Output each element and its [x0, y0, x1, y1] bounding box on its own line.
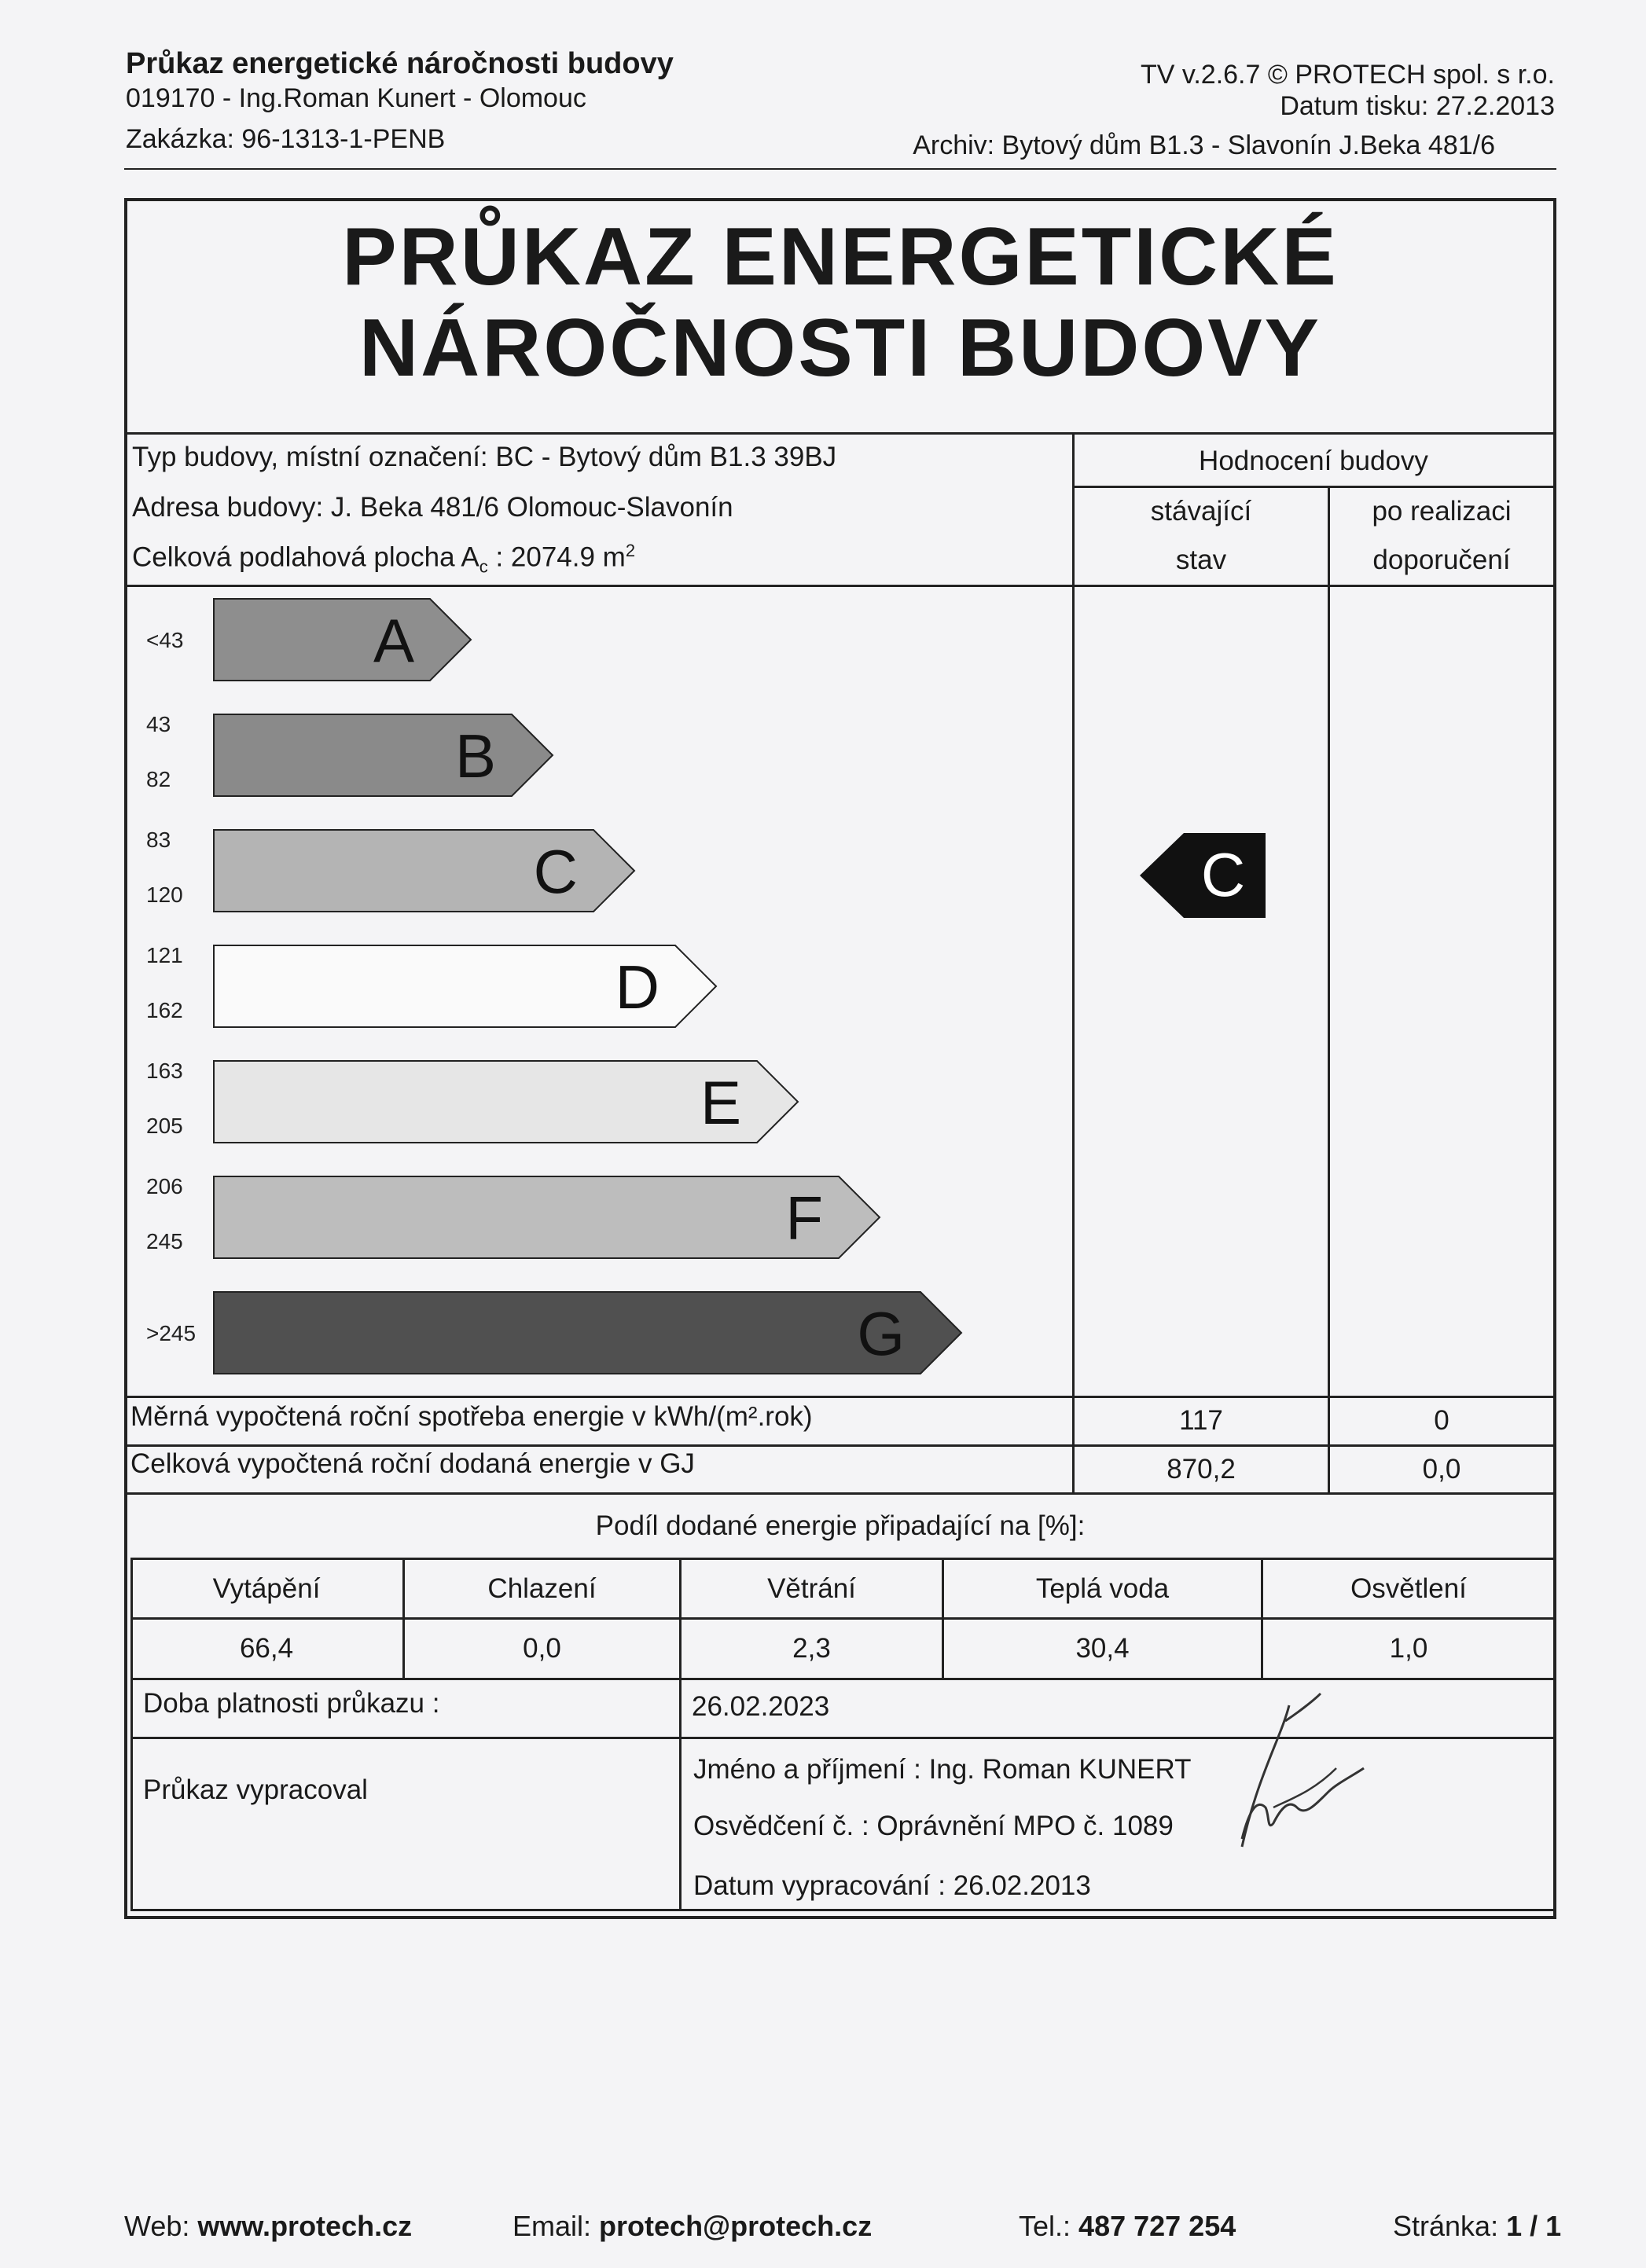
- range-bottom-b: 82: [146, 767, 171, 791]
- share-val-heating: 66,4: [239, 1633, 294, 1664]
- energy-class-bar-a: [214, 599, 471, 681]
- main-title-line-2: NÁROČNOSTI BUDOVY: [359, 303, 1321, 394]
- energy-class-bar-g: [214, 1292, 961, 1374]
- share-val-lighting: 1,0: [1389, 1633, 1428, 1664]
- building-address: Adresa budovy: J. Beka 481/6 Olomouc-Slavonín: [132, 492, 733, 523]
- share-val-ventilation: 2,3: [792, 1633, 831, 1664]
- range-top-f: 206: [146, 1174, 183, 1198]
- energy-class-letter-g: G: [857, 1299, 905, 1368]
- order-number: Zakázka: 96-1313-1-PENB: [126, 124, 446, 154]
- software-version: TV v.2.6.7 © PROTECH spol. s r.o.: [1140, 60, 1555, 90]
- energy-class-bar-b: [214, 714, 553, 796]
- specific-consumption-label: Měrná vypočtená roční spotřeba energie v kWh/(m².rok): [130, 1401, 813, 1432]
- prepared-by-label: Průkaz vypracoval: [143, 1774, 368, 1805]
- total-energy-label: Celková vypočtená roční dodaná energie v GJ: [130, 1448, 695, 1479]
- preparation-date: Datum vypracování : 26.02.2013: [693, 1870, 1091, 1901]
- energy-class-letter-c: C: [533, 837, 578, 906]
- assessor-name: Jméno a příjmení : Ing. Roman KUNERT: [693, 1754, 1192, 1785]
- range-top-e: 163: [146, 1059, 183, 1083]
- specific-consumption-current: 117: [1179, 1405, 1223, 1436]
- range-g: >245: [146, 1321, 197, 1345]
- validity-label: Doba platnosti průkazu :: [143, 1688, 440, 1719]
- total-energy-current: 870,2: [1167, 1454, 1236, 1484]
- range-a: <43: [146, 628, 184, 652]
- range-bottom-d: 162: [146, 998, 183, 1022]
- main-title-line-1: PRŮKAZ ENERGETICKÉ: [342, 211, 1339, 303]
- current-rating-letter: C: [1200, 840, 1246, 909]
- range-top-b: 43: [146, 712, 171, 736]
- energy-class-letter-a: A: [373, 606, 414, 675]
- footer-web: Web: www.protech.cz: [124, 2210, 413, 2242]
- energy-class-letter-f: F: [785, 1184, 823, 1253]
- print-date: Datum tisku: 27.2.2013: [1280, 91, 1555, 121]
- footer-web-link[interactable]: www.protech.cz: [197, 2210, 413, 2242]
- share-col-hot-water: Teplá voda: [1035, 1573, 1170, 1604]
- signature: [1226, 1690, 1383, 1862]
- range-bottom-f: 245: [146, 1229, 183, 1253]
- footer-email: Email: protech@protech.cz: [513, 2210, 873, 2242]
- share-val-hot-water: 30,4: [1075, 1633, 1130, 1664]
- energy-share-title: Podíl dodané energie připadající na [%]:: [595, 1510, 1086, 1541]
- rating-header-title: Hodnocení budovy: [1199, 446, 1428, 476]
- share-col-heating: Vytápění: [212, 1573, 321, 1604]
- floor-area: Celková podlahová plocha $A_c$ : 2074.9 $m^2$: [132, 541, 636, 577]
- energy-class-letter-b: B: [454, 721, 496, 791]
- footer-phone: Tel.: 487 727 254: [1019, 2210, 1236, 2242]
- share-col-ventilation: Větrání: [767, 1573, 856, 1604]
- share-col-lighting: Osvětlení: [1350, 1573, 1467, 1604]
- rating-header-after: po realizaci doporučení: [1372, 496, 1512, 575]
- share-col-cooling: Chlazení: [487, 1573, 597, 1604]
- energy-class-letter-d: D: [615, 952, 660, 1022]
- range-top-c: 83: [146, 828, 171, 852]
- rating-header-current: stávající stav: [1150, 496, 1252, 575]
- assessor-certificate: Osvědčení č. : Oprávnění MPO č. 1089: [693, 1811, 1174, 1841]
- energy-class-bar-f: [214, 1176, 880, 1258]
- footer-page: Stránka: 1 / 1: [1393, 2210, 1562, 2242]
- main-title: [127, 211, 1553, 394]
- validity-value: 26.02.2023: [692, 1691, 830, 1722]
- specific-consumption-after: 0: [1434, 1405, 1449, 1436]
- author-line: 019170 - Ing.Roman Kunert - Olomouc: [126, 83, 586, 113]
- range-top-d: 121: [146, 943, 183, 967]
- energy-class-scale: [127, 588, 1071, 1397]
- document-title: Průkaz energetické náročnosti budovy: [126, 47, 674, 80]
- archive-name: Archiv: Bytový dům B1.3 - Slavonín J.Beka 481/6: [913, 130, 1495, 160]
- range-bottom-c: 120: [146, 883, 183, 907]
- current-rating-marker: [1140, 833, 1266, 919]
- share-val-cooling: 0,0: [523, 1633, 561, 1664]
- building-type: Typ budovy, místní označení: BC - Bytový dům B1.3 39BJ: [132, 442, 837, 472]
- energy-class-letter-e: E: [700, 1068, 741, 1137]
- range-bottom-e: 205: [146, 1114, 183, 1138]
- total-energy-after: 0,0: [1422, 1454, 1461, 1484]
- footer-email-link[interactable]: protech@protech.cz: [599, 2210, 873, 2242]
